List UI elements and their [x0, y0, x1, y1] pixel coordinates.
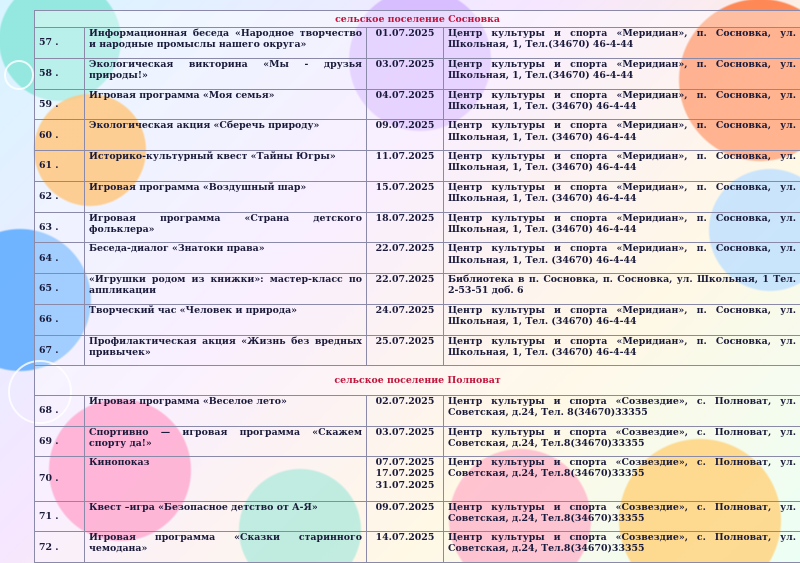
event-dates [367, 304, 444, 335]
row-number: 64 . [35, 243, 85, 274]
event-name: Кинопоказ [85, 457, 367, 501]
event-place: Центр культуры и спорта «Меридиан», п. Сосновка, ул. Школьная, 1, Тел. (34670) 46-4-44 [444, 181, 800, 212]
row-number: 68 . [35, 395, 85, 426]
section-header-row [35, 11, 800, 28]
event-dates [367, 58, 444, 89]
event-place: Центр культуры и спорта «Меридиан», п. Сосновка, ул. Школьная, 1, Тел.(34670) 46-4-44 [444, 28, 800, 59]
event-name: Игровая программа «Воздушный шар» [85, 181, 367, 212]
event-dates [367, 426, 444, 457]
event-date: 09.07.2025 [375, 120, 435, 132]
event-name: Квест –игра «Безопасное детство от А-Я» [85, 501, 367, 532]
row-number: 57 . [35, 28, 85, 59]
row-number: 63 . [35, 212, 85, 243]
event-date: 02.07.2025 [375, 395, 435, 407]
event-date: 09.07.2025 [375, 501, 435, 513]
event-place: Центр культуры и спорта «Созвездие», с. Полноват, ул. Советская, д.24, Тел.8(34670)33355 [444, 532, 800, 563]
event-dates [367, 28, 444, 59]
table-row [35, 304, 800, 335]
event-date: 03.07.2025 [375, 426, 435, 438]
row-number: 59 . [35, 89, 85, 120]
event-place: Центр культуры и спорта «Меридиан», п. Сосновка, ул. Школьная, 1, Тел. (34670) 46-4-44 [444, 335, 800, 366]
event-place: Центр культуры и спорта «Меридиан», п. Сосновка, ул. Школьная, 1, Тел. (34670) 46-4-44 [444, 120, 800, 151]
event-place: Центр культуры и спорта «Меридиан», п. Сосновка, ул. Школьная, 1, Тел. (34670) 46-4-44 [444, 243, 800, 274]
event-name: Творческий час «Человек и природа» [85, 304, 367, 335]
table-row [35, 120, 800, 151]
event-dates [367, 395, 444, 426]
event-dates [367, 89, 444, 120]
event-date: 01.07.2025 [375, 28, 435, 40]
event-name: Историко-культурный квест «Тайны Югры» [85, 151, 367, 182]
event-place: Центр культуры и спорта «Меридиан», п. Сосновка, ул. Школьная, 1, Тел. (34670) 46-4-44 [444, 151, 800, 182]
row-number: 66 . [35, 304, 85, 335]
table-row [35, 58, 800, 89]
event-name: Профилактическая акция «Жизнь без вредных привычек» [85, 335, 367, 366]
event-name: Игровая программа «Моя семья» [85, 89, 367, 120]
event-dates [367, 457, 444, 501]
section-header-row [35, 366, 800, 396]
event-dates [367, 181, 444, 212]
row-number: 71 . [35, 501, 85, 532]
row-number: 67 . [35, 335, 85, 366]
event-place: Центр культуры и спорта «Созвездие», с. Полноват, ул. Советская, д.24, Тел.8(34670)33355 [444, 457, 800, 501]
table-row [35, 335, 800, 366]
event-dates [367, 501, 444, 532]
event-dates [367, 532, 444, 563]
event-dates [367, 151, 444, 182]
event-name: Игровая программа «Веселое лето» [85, 395, 367, 426]
table-row [35, 151, 800, 182]
table-row [35, 28, 800, 59]
event-name: Игровая программа «Сказки старинного чемодана» [85, 532, 367, 563]
section-title: сельское поселение Сосновка [35, 11, 800, 28]
events-table-body [35, 11, 800, 563]
event-place: Библиотека в п. Сосновка, п. Сосновка, ул. Школьная, 1 Тел. 2-53-51 доб. 6 [444, 274, 800, 305]
decor-bubble [4, 60, 34, 90]
event-dates [367, 335, 444, 366]
event-date: 22.07.2025 [375, 274, 435, 286]
event-name: Беседа-диалог «Знатоки права» [85, 243, 367, 274]
row-number: 58 . [35, 58, 85, 89]
event-date: 04.07.2025 [375, 89, 435, 101]
row-number: 65 . [35, 274, 85, 305]
section-title: сельское поселение Полноват [35, 366, 800, 396]
table-row [35, 243, 800, 274]
row-number: 62 . [35, 181, 85, 212]
row-number: 72 . [35, 532, 85, 563]
event-place: Центр культуры и спорта «Меридиан», п. Сосновка, ул. Школьная, 1, Тел. (34670) 46-4-44 [444, 212, 800, 243]
table-row [35, 89, 800, 120]
table-row [35, 426, 800, 457]
event-date: 17.07.2025 [375, 468, 435, 480]
event-place: Центр культуры и спорта «Меридиан», п. Сосновка, ул. Школьная, 1, Тел. (34670) 46-4-44 [444, 89, 800, 120]
table-row [35, 532, 800, 563]
event-place: Центр культуры и спорта «Меридиан», п. Сосновка, ул. Школьная, 1, Тел.(34670) 46-4-44 [444, 58, 800, 89]
event-dates [367, 212, 444, 243]
event-name: Спортивно — игровая программа «Скажем спорту да!» [85, 426, 367, 457]
event-date: 24.07.2025 [375, 304, 435, 316]
event-dates [367, 120, 444, 151]
table-row [35, 457, 800, 501]
row-number: 69 . [35, 426, 85, 457]
table-row [35, 501, 800, 532]
event-place: Центр культуры и спорта «Созвездие», с. Полноват, ул. Советская, д.24, Тел.8(34670)33355 [444, 501, 800, 532]
event-place: Центр культуры и спорта «Созвездие», с. Полноват, ул. Советская, д.24, Тел.8(34670)33355 [444, 426, 800, 457]
event-date: 15.07.2025 [375, 181, 435, 193]
event-dates [367, 243, 444, 274]
event-name: «Игрушки родом из книжки»: мастер-класс по аппликации [85, 274, 367, 305]
event-date: 03.07.2025 [375, 58, 435, 70]
event-date: 07.07.2025 [375, 457, 435, 469]
event-date: 25.07.2025 [375, 335, 435, 347]
event-place: Центр культуры и спорта «Меридиан», п. Сосновка, ул. Школьная, 1, Тел. (34670) 46-4-44 [444, 304, 800, 335]
table-row [35, 395, 800, 426]
table-row [35, 181, 800, 212]
event-place: Центр культуры и спорта «Созвездие», с. Полноват, ул. Советская, д.24, Тел. 8(34670)33355 [444, 395, 800, 426]
event-date: 14.07.2025 [375, 532, 435, 544]
event-name: Экологическая акция «Сберечь природу» [85, 120, 367, 151]
event-dates [367, 274, 444, 305]
event-name: Экологическая викторина «Мы - друзья природы!» [85, 58, 367, 89]
events-table [34, 10, 800, 563]
event-date: 31.07.2025 [375, 479, 435, 491]
event-name: Игровая программа «Страна детского фольклера» [85, 212, 367, 243]
table-row [35, 274, 800, 305]
event-date: 18.07.2025 [375, 212, 435, 224]
table-row [35, 212, 800, 243]
event-name: Информационная беседа «Народное творчество и народные промыслы нашего округа» [85, 28, 367, 59]
row-number: 60 . [35, 120, 85, 151]
events-table-container [34, 10, 800, 563]
row-number: 61 . [35, 151, 85, 182]
event-date: 11.07.2025 [375, 151, 435, 163]
event-date: 22.07.2025 [375, 243, 435, 255]
row-number: 70 . [35, 457, 85, 501]
